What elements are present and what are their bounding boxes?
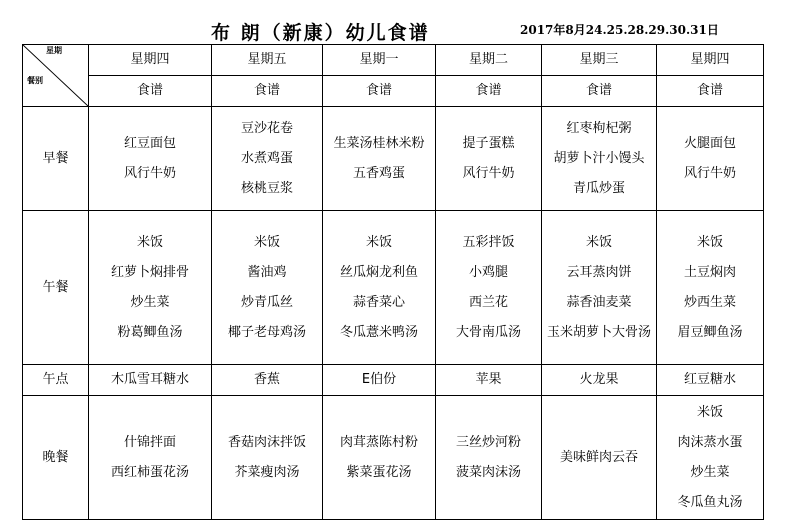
dish-item: 酱油鸡	[247, 264, 287, 280]
dish-item: 粉葛鲫鱼汤	[117, 324, 183, 340]
dish-item: 米饭	[696, 234, 723, 250]
sub-header: 食谱	[542, 76, 657, 107]
dish-item: 肉茸蒸陈村粉	[339, 434, 418, 450]
dish-cell	[542, 211, 657, 365]
sub-header: 食谱	[657, 76, 764, 107]
dish-item: 西兰花	[468, 294, 508, 310]
sub-header: 食谱	[323, 76, 436, 107]
dish-item: 风行牛奶	[123, 165, 176, 181]
dish-item: 提子蛋糕	[462, 135, 515, 151]
dish-item: 西红柿蛋花汤	[110, 464, 189, 480]
sub-header: 食谱	[436, 76, 542, 107]
dish-item: 冬瓜鱼丸汤	[677, 494, 743, 510]
day-header: 星期四	[89, 45, 212, 76]
meal-row	[23, 211, 764, 365]
dish-item: 肉沫蒸水蛋	[677, 434, 743, 450]
dish-item: 米饭	[253, 234, 280, 250]
dish-item: 米饭	[365, 234, 392, 250]
sub-header: 食谱	[89, 76, 212, 107]
day-header: 星期二	[436, 45, 542, 76]
dish-item: 木瓜雪耳糖水	[110, 372, 189, 387]
dish-cell	[657, 107, 764, 211]
dish-cell	[212, 396, 323, 520]
dish-item: 椰子老母鸡汤	[227, 324, 306, 340]
dish-item: 苹果	[475, 372, 502, 387]
dish-item: 水煮鸡蛋	[240, 150, 293, 166]
dish-item: 云耳蒸肉饼	[566, 264, 632, 280]
dish-cell	[89, 365, 212, 396]
dish-item: 红枣枸杞粥	[566, 120, 632, 136]
dish-item: 香蕉	[253, 372, 280, 387]
dish-cell	[436, 107, 542, 211]
menu-date: 2017年8月24.25.28.29.30.31日	[520, 23, 719, 37]
dish-cell	[542, 107, 657, 211]
dish-item: 胡萝卜汁小馒头	[553, 150, 645, 166]
dish-item: E伯份	[361, 372, 397, 387]
meal-label: 早餐	[23, 107, 89, 211]
dish-item: 五香鸡蛋	[352, 165, 405, 181]
dish-item: 米饭	[696, 404, 723, 420]
dish-cell	[436, 211, 542, 365]
dish-item: 蒜香油麦菜	[566, 294, 632, 310]
dish-item: 炒青瓜丝	[240, 294, 293, 310]
meal-row	[23, 365, 764, 396]
day-header: 星期一	[323, 45, 436, 76]
dish-item: 炒生菜	[130, 294, 170, 310]
dish-item: 火龙果	[579, 372, 619, 387]
menu-table	[22, 44, 764, 520]
day-header: 星期三	[542, 45, 657, 76]
dish-item: 香菇肉沫拌饭	[227, 434, 306, 450]
menu-title: 布 朗（新康）幼儿食谱	[211, 22, 430, 44]
dish-cell	[323, 365, 436, 396]
meal-label: 晚餐	[23, 396, 89, 520]
dish-item: 红萝卜焖排骨	[110, 264, 189, 280]
dish-item: 菠菜肉沫汤	[455, 464, 521, 480]
meal-label: 午点	[23, 365, 89, 396]
dish-cell	[657, 365, 764, 396]
dish-item: 红豆面包	[123, 135, 176, 151]
dish-cell	[89, 396, 212, 520]
dish-item: 风行牛奶	[462, 165, 515, 181]
dish-cell	[323, 396, 436, 520]
day-header: 星期四	[657, 45, 764, 76]
dish-cell	[212, 365, 323, 396]
dish-item: 芥菜瘦肉汤	[234, 464, 300, 480]
dish-item: 米饭	[136, 234, 163, 250]
dish-item: 米饭	[585, 234, 612, 250]
corner-label-meal: 餐别	[27, 76, 43, 85]
dish-item: 冬瓜薏米鸭汤	[339, 324, 418, 340]
dish-item: 炒生菜	[690, 464, 730, 480]
dish-cell	[542, 365, 657, 396]
dish-item: 蒜香菜心	[352, 294, 405, 310]
dish-item: 三丝炒河粉	[455, 434, 521, 450]
dish-item: 小鸡腿	[468, 264, 508, 280]
dish-item: 炒西生菜	[683, 294, 736, 310]
dish-item: 大骨南瓜汤	[455, 324, 521, 340]
sub-header: 食谱	[212, 76, 323, 107]
dish-item: 风行牛奶	[683, 165, 736, 181]
sub-header-row	[23, 76, 764, 107]
dish-cell	[212, 107, 323, 211]
meal-label: 午餐	[23, 211, 89, 365]
dish-item: 什锦拌面	[123, 434, 176, 450]
dish-cell	[657, 396, 764, 520]
corner-cell	[23, 45, 89, 107]
dish-cell	[89, 211, 212, 365]
page-header	[0, 18, 788, 44]
dish-item: 核桃豆浆	[240, 180, 293, 196]
day-header-row	[23, 45, 764, 76]
dish-cell	[436, 396, 542, 520]
meal-row	[23, 396, 764, 520]
dish-item: 青瓜炒蛋	[572, 180, 625, 196]
dish-item: 红豆糖水	[683, 372, 736, 387]
dish-item: 美味鲜肉云吞	[559, 449, 638, 465]
dish-item: 豆沙花卷	[240, 120, 293, 136]
dish-item: 眉豆鲫鱼汤	[677, 324, 743, 340]
meal-row	[23, 107, 764, 211]
dish-cell	[323, 107, 436, 211]
dish-item: 火腿面包	[683, 135, 736, 151]
dish-item: 丝瓜焖龙利鱼	[339, 264, 418, 280]
dish-cell	[657, 211, 764, 365]
dish-cell	[323, 211, 436, 365]
day-header: 星期五	[212, 45, 323, 76]
dish-item: 紫菜蛋花汤	[346, 464, 412, 480]
dish-cell	[212, 211, 323, 365]
dish-item: 生菜汤桂林米粉	[333, 135, 425, 151]
dish-cell	[436, 365, 542, 396]
dish-item: 土豆焖肉	[683, 264, 736, 280]
dish-cell	[89, 107, 212, 211]
dish-item: 五彩拌饭	[462, 234, 515, 250]
corner-label-week: 星期	[46, 46, 62, 55]
dish-cell	[542, 396, 657, 520]
dish-item: 玉米胡萝卜大骨汤	[546, 324, 651, 340]
